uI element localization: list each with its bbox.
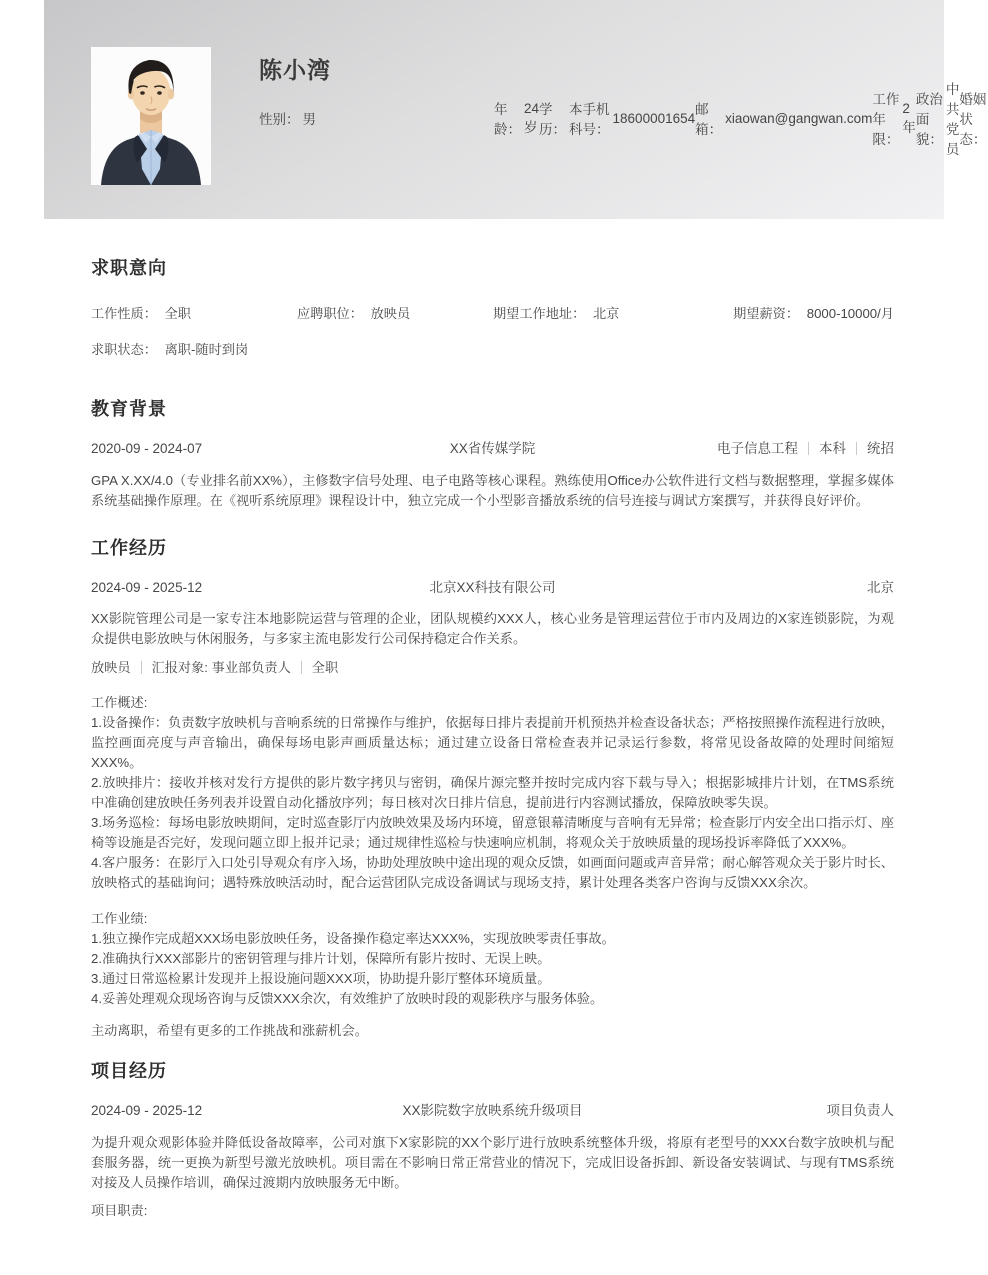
- field-label: 期望薪资：: [733, 306, 800, 321]
- field-value: xiaowan@gangwan.com: [725, 110, 873, 126]
- education-school: XX省传媒学院: [449, 441, 536, 456]
- education-description: GPA X.XX/4.0（专业排名前XX%），主修数字信号处理、电子电路等核心课程。熟练使用Office办公软件进行文档与数据整理，掌握多媒体系统基础操作原理。在《视听系统原理》课程设计中，独立完成一个小型影音播放系统的信号连接与调试方案撰写，并获得良好评价。: [91, 473, 894, 508]
- intent-location: [493, 304, 720, 324]
- field-value: 全职: [164, 306, 191, 321]
- project-name: XX影院数字放映系统升级项目: [402, 1103, 583, 1118]
- resume-header: [44, 0, 987, 219]
- field-value: 离职-随时到岗: [164, 342, 249, 357]
- leave-reason: 主动离职，希望有更多的工作挑战和涨薪机会。: [91, 1023, 368, 1038]
- education-meta-row: [91, 439, 894, 459]
- work-achievements-block: [91, 909, 894, 1009]
- work-report-to: 汇报对象: 事业部负责人: [151, 660, 291, 675]
- work-overview-item: 2.放映排片：接收并核对发行方提供的影片数字拷贝与密钥，确保片源完整并按时完成内容下载与导入；根据影城排片计划，在TMS系统中准确创建放映任务列表并设置自动化播放序列；每日核对次日排片信息，提前进行内容测试播放，保障放映零失误。: [91, 775, 894, 810]
- field-value: 18600001654: [612, 110, 696, 126]
- work-overview-block: [91, 693, 894, 893]
- field-label: 应聘职位：: [297, 306, 363, 321]
- field-value: 8000-10000/月: [806, 306, 894, 321]
- project-period: 2024-09 - 2025-12: [91, 1103, 203, 1118]
- profile-photo: [91, 47, 211, 185]
- field-label: 学历：: [539, 102, 567, 137]
- job-seeking-status: [91, 340, 894, 360]
- field-phone: [582, 102, 696, 137]
- intent-position: [297, 304, 493, 324]
- company-intro: XX影院管理公司是一家专注本地影院运营与管理的企业，团队规模约XXX人，核心业务是管理运营位于市内及周边的X家连锁影院，为观众提供电影放映与休闲服务，与多家主流电影发行公司保持稳定合作关系。: [91, 611, 894, 646]
- work-period: 2024-09 - 2025-12: [91, 580, 203, 595]
- education-period: 2020-09 - 2024-07: [91, 441, 203, 456]
- job-intent-row: [91, 304, 894, 324]
- work-achievements-label: 工作业绩:: [91, 911, 148, 926]
- section-title-work: 工作经历: [91, 538, 167, 558]
- field-label: 邮箱：: [695, 102, 723, 137]
- field-label: 求职状态：: [91, 342, 157, 357]
- work-location: 北京: [867, 580, 894, 595]
- intent-work-type: [91, 304, 297, 324]
- project-duty-label: 项目职责:: [91, 1203, 148, 1218]
- project-role: 项目负责人: [826, 1103, 894, 1118]
- field-value: 男: [302, 112, 316, 127]
- basic-info-grid: [259, 82, 988, 157]
- work-achievement-item: 3.通过日常巡检累计发现并上报设施问题XXX项，协助提升影厅整体环境质量。: [91, 971, 551, 986]
- education-major: 电子信息工程: [717, 441, 798, 456]
- section-title-project: 项目经历: [91, 1061, 167, 1081]
- separator: [141, 661, 142, 674]
- field-marital: [959, 92, 988, 147]
- field-label: 婚姻状态：: [959, 92, 987, 147]
- section-title-job-intent: 求职意向: [91, 258, 167, 278]
- field-education: [539, 102, 583, 137]
- separator: [301, 661, 302, 674]
- field-value: 北京: [592, 306, 620, 321]
- field-label: 手机号：: [582, 102, 610, 137]
- field-label: 年龄：: [494, 102, 521, 137]
- work-position-row: [91, 658, 894, 678]
- education-enroll-type: 统招: [867, 441, 894, 456]
- resume-body: [44, 258, 944, 1221]
- project-description: 为提升观众观影体验并降低设备故障率，公司对旗下X家影院的XX个影厅进行放映系统整体升级，将原有老型号的XXX台数字放映机与配套服务器，统一更换为新型号激光放映机。项目需在不影响日常正常营业的情况下，完成旧设备拆卸、新设备安装调试、与现有TMS系统对接及人员操作培训，确保过渡期内放映服务无中断。: [91, 1135, 894, 1190]
- field-label: 工作年限：: [872, 92, 900, 147]
- header-info: [259, 47, 988, 219]
- work-overview-item: 3.场务巡检：每场电影放映期间，定时巡查影厅内放映效果及场内环境，留意银幕清晰度与音响有无异常；检查影厅内安全出口指示灯、座椅等设施是否完好，发现问题立即上报并记录；通过规律性巡检与快速响应机制，将观众关于放映质量的现场投诉率降低了XXX%。: [91, 815, 894, 850]
- work-achievement-item: 1.独立操作完成超XXX场电影放映任务，设备操作稳定率达XXX%，实现放映零责任事故。: [91, 931, 615, 946]
- work-overview-item: 1.设备操作：负责数字放映机与音响系统的日常操作与维护，依据每日排片表提前开机预热并检查设备状态；严格按照操作流程进行放映，监控画面亮度与声音输出，确保每场电影声画质量达标；通过建立设备日常检查表并记录运行参数，将常见设备故障的处理时间缩短XXX%。: [91, 715, 894, 770]
- field-value: 放映员: [370, 306, 411, 321]
- field-label: 期望工作地址：: [493, 306, 586, 321]
- field-value: 中共党员: [945, 82, 960, 157]
- field-value: 24岁: [524, 100, 540, 135]
- work-achievement-item: 2.准确执行XXX部影片的密钥管理与排片计划，保障所有影片按时、无误上映。: [91, 951, 551, 966]
- field-gender: [259, 105, 494, 131]
- education-degree-group: [717, 439, 894, 459]
- work-achievement-item: 4.妥善处理观众现场咨询与反馈XXX余次，有效维护了放映时段的观影秩序与服务体验。: [91, 991, 604, 1006]
- candidate-name: 陈小湾: [259, 57, 331, 83]
- resume-page: [44, 0, 987, 1275]
- separator: [856, 442, 857, 455]
- separator: [808, 442, 809, 455]
- work-position: 放映员: [91, 660, 131, 675]
- work-company: 北京XX科技有限公司: [429, 580, 556, 595]
- field-value: 2年: [902, 100, 916, 135]
- field-email: [695, 102, 873, 137]
- field-years: [872, 92, 916, 147]
- education-degree: 本科: [819, 441, 846, 456]
- field-political: [915, 82, 960, 157]
- intent-salary: [733, 304, 894, 324]
- work-employment-type: 全职: [311, 660, 339, 675]
- field-label: 性别：: [259, 112, 300, 127]
- project-meta-row: [91, 1101, 894, 1121]
- work-meta-row: [91, 578, 894, 598]
- field-label: 政治面貌：: [915, 92, 943, 147]
- work-overview-label: 工作概述:: [91, 695, 148, 710]
- profile-photo-illustration: [91, 47, 211, 185]
- field-age: [494, 100, 540, 137]
- work-overview-item: 4.客户服务：在影厅入口处引导观众有序入场，协助处理放映中途出现的观众反馈，如画面问题或声音异常；耐心解答观众关于影片时长、放映格式的基础询问；遇特殊放映活动时，配合运营团队完成设备调试与现场支持，累计处理各类客户咨询与反馈XXX余次。: [91, 855, 894, 890]
- section-title-education: 教育背景: [91, 399, 167, 419]
- field-label: 工作性质：: [91, 306, 157, 321]
- field-value: 本科: [569, 102, 583, 137]
